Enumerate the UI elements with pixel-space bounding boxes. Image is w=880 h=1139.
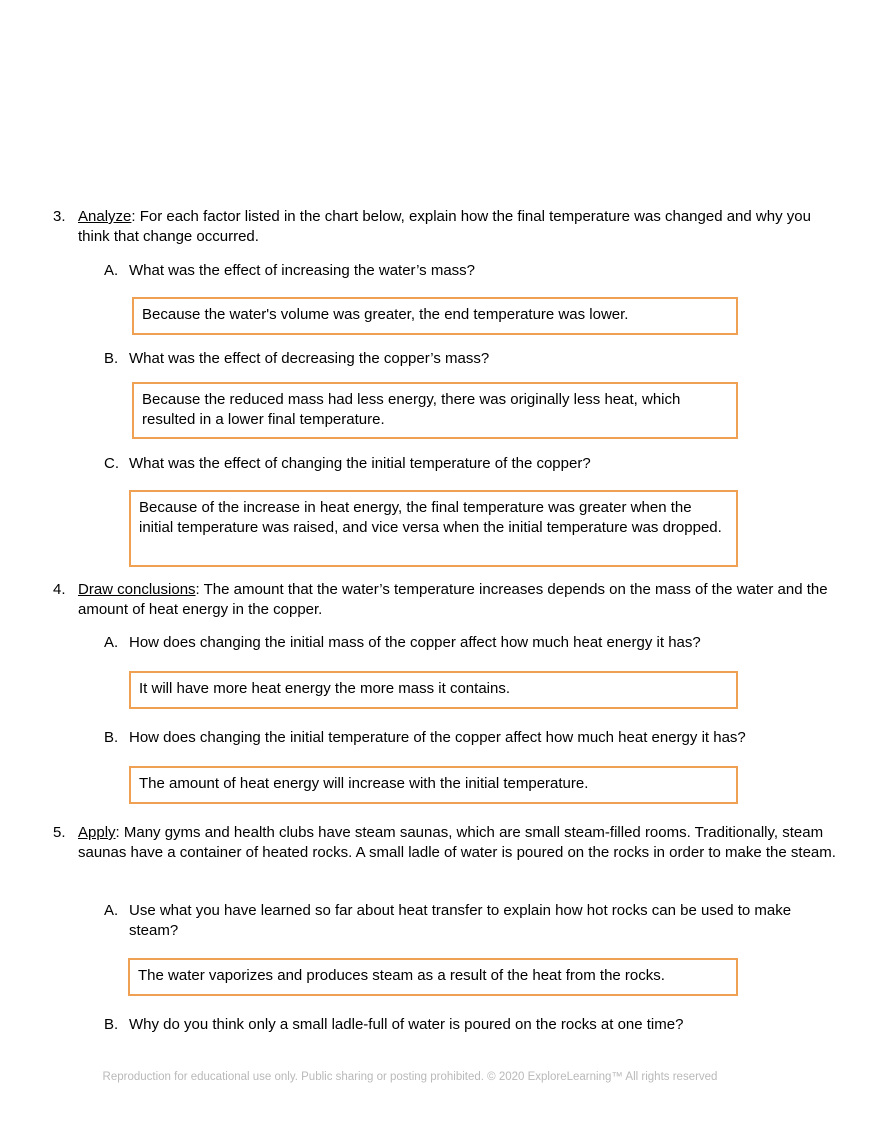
subquestion-label: C. <box>104 455 119 472</box>
answer-box-5a[interactable] <box>128 958 738 996</box>
question-body: : The amount that the water’s temperature increases depends on the mass of the water and the amount of heat energy in the copper. <box>78 581 828 618</box>
question-body: : For each factor listed in the chart below, explain how the final temperature was changed and why you think that change occurred. <box>78 208 811 245</box>
question-number: 4. <box>53 581 66 598</box>
question-keyword: Analyze <box>78 208 132 225</box>
subquestion-label: A. <box>104 902 119 919</box>
question-number: 3. <box>53 208 66 225</box>
subquestion-text: How does changing the initial temperature of the copper affect how much heat energy it has? <box>129 729 746 746</box>
answer-box-4a[interactable] <box>129 671 738 709</box>
answer-text: Because the reduced mass had less energy, there was originally less heat, which resulted in a lower final temperature. <box>142 391 681 428</box>
copyright-footer: Reproduction for educational use only. Public sharing or posting prohibited. © 2020 ExploreLearning™ All rights reserved <box>102 1071 718 1083</box>
answer-text: It will have more heat energy the more mass it contains. <box>139 680 511 697</box>
question-text <box>78 207 838 247</box>
question-number: 5. <box>53 824 66 841</box>
subquestion-text: How does changing the initial mass of the copper affect how much heat energy it has? <box>129 634 701 651</box>
subquestion-label: B. <box>104 350 119 367</box>
question-keyword: Draw conclusions <box>78 581 196 598</box>
question-body: : Many gyms and health clubs have steam saunas, which are small steam-filled rooms. Traditionally, steam saunas have a container of heated rocks. A small ladle of water is poured on the rocks in order to make the steam. <box>78 824 836 861</box>
subquestion-text: What was the effect of decreasing the copper’s mass? <box>129 350 490 367</box>
answer-text: The water vaporizes and produces steam as a result of the heat from the rocks. <box>138 967 665 984</box>
subquestion-label: A. <box>104 634 119 651</box>
subquestion-text: Use what you have learned so far about heat transfer to explain how hot rocks can be used to make steam? <box>129 902 792 939</box>
subquestion-label: A. <box>104 262 119 279</box>
question-text <box>78 823 838 863</box>
subquestion-text: What was the effect of increasing the water’s mass? <box>129 262 476 279</box>
answer-text: Because the water's volume was greater, the end temperature was lower. <box>142 306 629 323</box>
answer-box-3a[interactable] <box>132 297 738 335</box>
subquestion-text: Why do you think only a small ladle-full of water is poured on the rocks at one time? <box>129 1016 684 1033</box>
question-text <box>78 580 838 620</box>
subquestion-label: B. <box>104 729 119 746</box>
subquestion-label: B. <box>104 1016 119 1033</box>
answer-text: The amount of heat energy will increase with the initial temperature. <box>139 775 589 792</box>
answer-text: Because of the increase in heat energy, the final temperature was greater when the initial temperature was raised, and vice versa when the initial temperature was dropped. <box>139 499 722 536</box>
answer-box-4b[interactable] <box>129 766 738 804</box>
subquestion-text: What was the effect of changing the initial temperature of the copper? <box>129 455 591 472</box>
answer-box-3c[interactable] <box>129 490 738 567</box>
question-keyword: Apply <box>78 824 116 841</box>
answer-box-3b[interactable] <box>132 382 738 439</box>
